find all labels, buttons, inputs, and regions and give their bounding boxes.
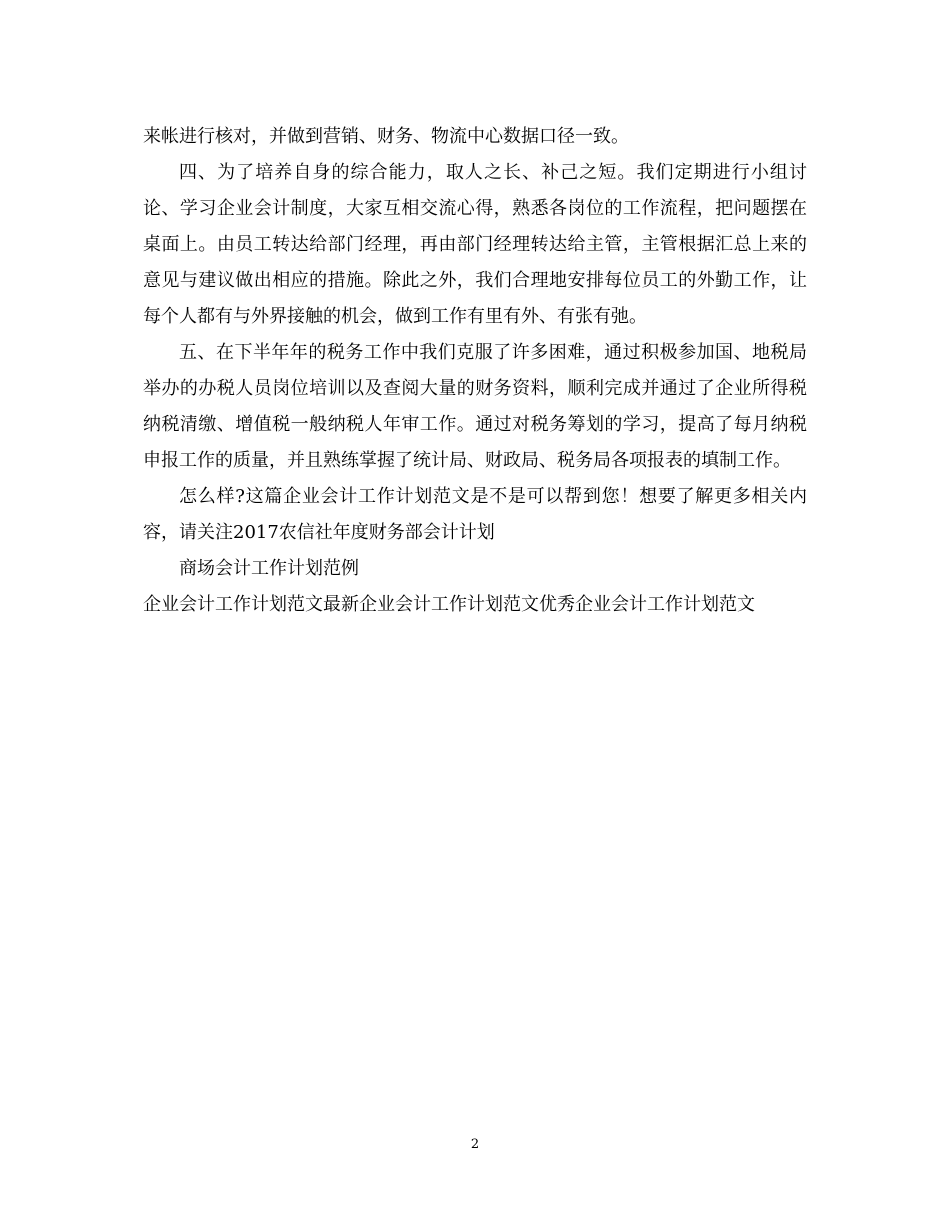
paragraph-closing: 怎么样?这篇企业会计工作计划范文是不是可以帮到您！想要了解更多相关内容，请关注2017农信社年度财务部会计计划: [143, 486, 807, 543]
document-body: [143, 119, 807, 623]
related-link-mall-plan[interactable]: 商场会计工作计划范例: [179, 558, 359, 579]
page-number: 2: [470, 1137, 480, 1152]
related-links-line[interactable]: 企业会计工作计划范文最新企业会计工作计划范文优秀企业会计工作计划范文: [143, 594, 755, 615]
paragraph-item-five: 五、在下半年年的税务工作中我们克服了许多困难，通过积极参加国、地税局举办的办税人员岗位培训以及查阅大量的财务资料，顺利完成并通过了企业所得税纳税清缴、增值税一般纳税人年审工作。通过对税务筹划的学习，提高了每月纳税申报工作的质量，并且熟练掌握了统计局、财政局、税务局各项报表的填制工作。: [143, 342, 807, 471]
paragraph-item-four: 四、为了培养自身的综合能力，取人之长、补己之短。我们定期进行小组讨论、学习企业会计制度，大家互相交流心得，熟悉各岗位的工作流程，把问题摆在桌面上。由员工转达给部门经理，再由部门经理转达给主管，主管根据汇总上来的意见与建议做出相应的措施。除此之外，我们合理地安排每位员工的外勤工作，让每个人都有与外界接触的机会，做到工作有里有外、有张有弛。: [143, 162, 807, 327]
paragraph-continuation: 来帐进行核对，并做到营销、财务、物流中心数据口径一致。: [143, 126, 629, 147]
